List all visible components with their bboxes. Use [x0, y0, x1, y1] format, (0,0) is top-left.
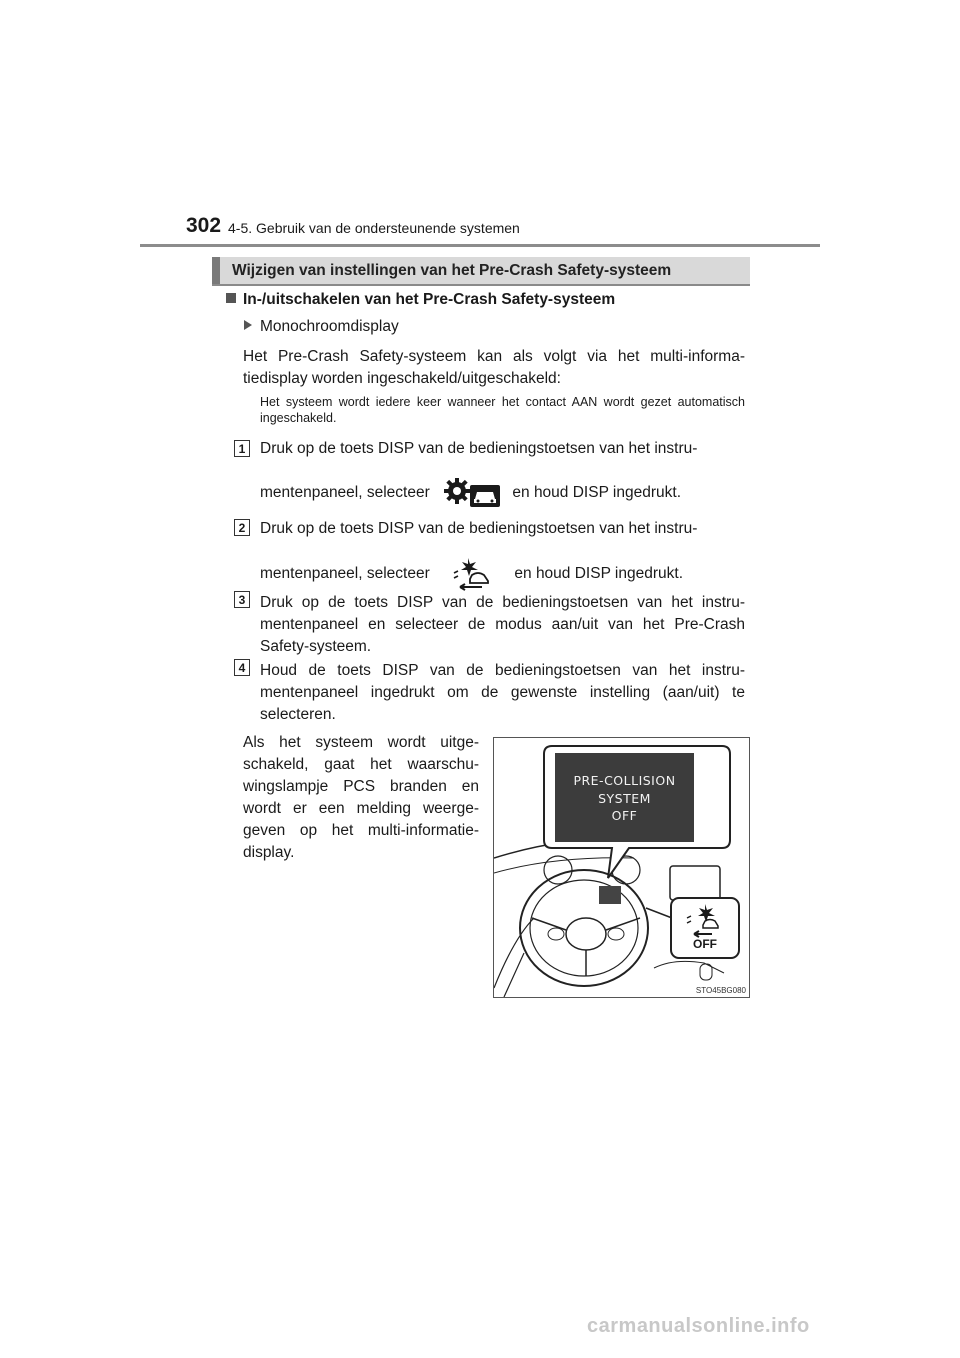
step-1-line2: [260, 478, 745, 508]
display-type-label: Monochroomdisplay: [260, 318, 399, 335]
screen-text-line3: OFF: [611, 808, 638, 823]
section-header: [212, 257, 750, 285]
result-paragraph: Als het systeem wordt uitge-schakeld, gaat het waarschu-wingslampje PCS branden en wordt er een melding weerge-geven op het multi-informatie-display.: [243, 734, 479, 861]
section-title: Wijzigen van instellingen van het Pre-Crash Safety-systeem: [232, 262, 672, 279]
dashboard-illustration: [493, 737, 750, 998]
step-2-line2-pre: mentenpaneel, selecteer: [260, 565, 430, 583]
step-1-line2-post: en houd DISP ingedrukt.: [512, 484, 681, 502]
subheading: [226, 291, 615, 309]
step-number-4: 4: [234, 659, 250, 676]
subheading-text: In-/uitschakelen van het Pre-Crash Safety-systeem: [243, 291, 616, 308]
step-1-line1: Druk op de toets DISP van de bedieningstoetsen van het instru-: [260, 440, 698, 457]
step-2-line2: [260, 557, 745, 591]
square-bullet-icon: [226, 293, 236, 303]
step-number-3: 3: [234, 591, 250, 608]
section-divider: [212, 284, 750, 286]
screen-text-line1: PRE-COLLISION: [573, 773, 676, 788]
settings-car-icon: [444, 478, 502, 508]
illustration-code: STO45BG080: [695, 986, 746, 995]
triangle-bullet-icon: [244, 320, 252, 330]
watermark: carmanualsonline.info: [587, 1315, 810, 1337]
step-3-text: Druk op de toets DISP van de bedieningstoetsen van het instru-mentenpaneel en selecteer de modus aan/uit van het Pre-Crash Safety-systeem.: [260, 594, 745, 655]
display-type: [244, 318, 399, 336]
step-2-line2-post: en houd DISP ingedrukt.: [514, 565, 683, 583]
intro-paragraph: Het Pre-Crash Safety-systeem kan als volgt via het multi-informa-tiedisplay worden ingeschakeld/uitgeschakeld:: [243, 348, 745, 387]
step-4-text: Houd de toets DISP van de bedieningstoetsen van het instru-mentenpaneel ingedrukt om de gewenste instelling (aan/uit) te selecteren.: [260, 662, 745, 723]
step-2-line1: Druk op de toets DISP van de bedieningstoetsen van het instru-: [260, 520, 698, 537]
screen-text-line2: SYSTEM: [598, 791, 651, 806]
pcs-off-lamp-label: OFF: [693, 937, 717, 951]
step-number-2: 2: [234, 519, 250, 536]
chapter-title: 4-5. Gebruik van de ondersteunende systemen: [228, 220, 520, 236]
pcs-warning-icon: [452, 557, 492, 591]
step-1-line2-pre: mentenpaneel, selecteer: [260, 484, 430, 502]
page-number: 302: [186, 214, 222, 237]
header-divider: [140, 244, 820, 247]
step-number-1: 1: [234, 440, 250, 457]
note-paragraph: Het systeem wordt iedere keer wanneer het contact AAN wordt gezet automatisch ingeschakeld.: [260, 395, 745, 425]
